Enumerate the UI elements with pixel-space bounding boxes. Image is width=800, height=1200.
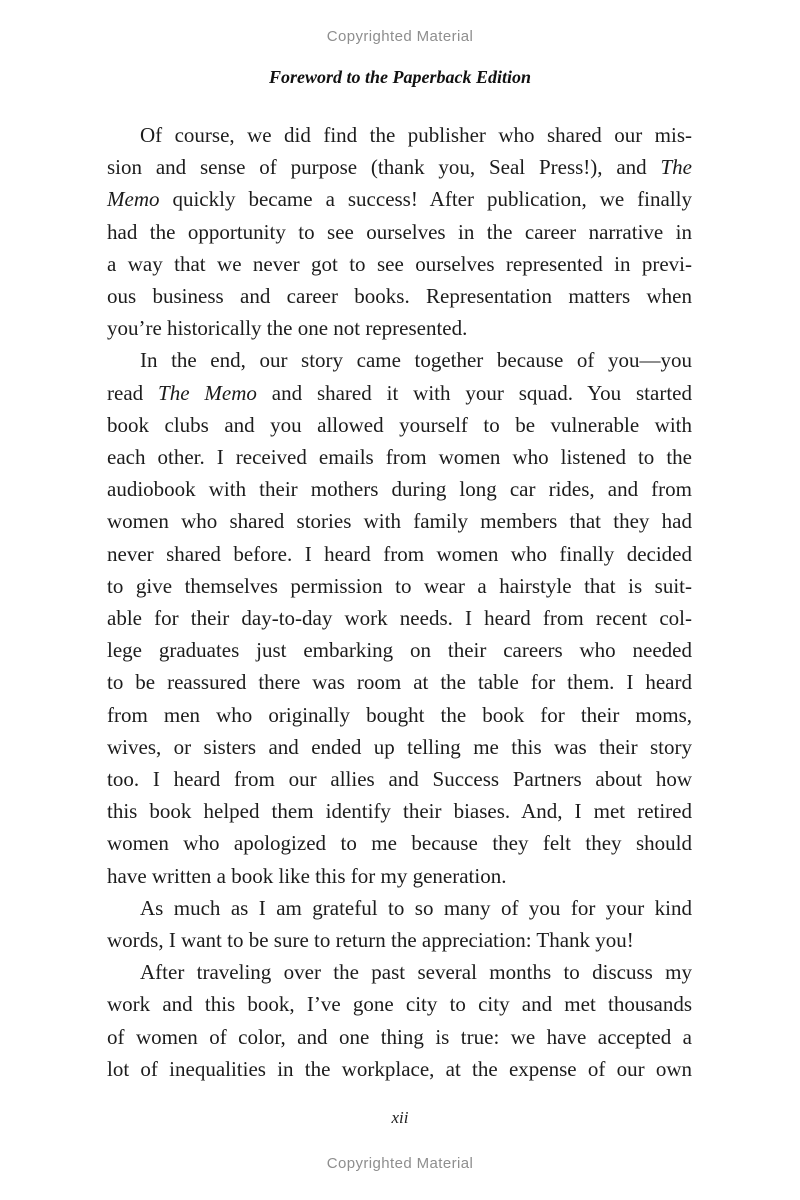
body-text-segment: never shared before. I heard from women who finally decided [107,541,692,566]
body-line [107,602,692,634]
body-line [107,763,692,795]
body-line [107,409,692,441]
body-text-segment: work and this book, I’ve gone city to city and met thousands [107,992,692,1017]
body-line [107,1021,692,1053]
body-text-segment: audiobook with their mothers during long car rides, and from [107,477,692,502]
body-line [107,151,692,183]
body-line [107,924,692,956]
book-title-italic: Memo [107,187,160,212]
body-line [107,892,692,924]
body-text-segment: to be reassured there was room at the table for them. I heard [107,670,692,695]
body-text-segment: have written a book like this for my generation. [107,863,507,888]
body-line [107,795,692,827]
body-text-segment: After traveling over the past several months to discuss my [140,960,692,985]
body-text-segment: able for their day-to-day work needs. I heard from recent col- [107,606,692,631]
body-text-segment: had the opportunity to see ourselves in the career narrative in [107,219,692,244]
body-line [107,988,692,1020]
copyright-notice-top: Copyrighted Material [326,28,474,45]
body-line [107,377,692,409]
body-line [107,538,692,570]
body-text-segment: lege graduates just embarking on their careers who needed [107,638,692,663]
body-line [107,827,692,859]
copyright-notice-bottom: Copyrighted Material [326,1155,474,1172]
body-text-segment: you’re historically the one not represented. [107,316,468,341]
body-line [107,731,692,763]
body-line [107,216,692,248]
body-line [107,183,692,215]
body-line [107,441,692,473]
body-line [107,312,692,344]
body-text-segment: wives, or sisters and ended up telling me this was their story [107,734,692,759]
body-text-segment: ous business and career books. Representation matters when [107,284,692,309]
body-line [107,860,692,892]
body-line [107,505,692,537]
body-line [107,280,692,312]
body-text-segment: from men who originally bought the book for their moms, [107,702,692,727]
page-number: xii [391,1108,409,1127]
body-text-segment: read [107,380,159,405]
body-line [107,956,692,988]
body-text-segment: women who apologized to me because they felt they should [107,831,692,856]
page-title: Foreword to the Paperback Edition [268,67,531,87]
body-text-segment: women who shared stories with family members that they had [107,509,692,534]
body-text-segment: too. I heard from our allies and Success Partners about how [107,767,692,792]
body-line [107,666,692,698]
body-text-segment: to give themselves permission to wear a hairstyle that is suit- [107,573,692,598]
body-line [107,248,692,280]
body-line [107,1053,692,1085]
body-line [107,473,692,505]
body-text-segment: Of course, we did find the publisher who shared our mis- [140,123,692,147]
body-text-segment: and shared it with your squad. You started [256,380,692,405]
body-text [107,119,692,1085]
body-text-segment: of women of color, and one thing is true: we have accepted a [107,1024,692,1049]
body-line [107,344,692,376]
body-line [107,570,692,602]
body-text-segment: this book helped them identify their biases. And, I met retired [107,799,692,824]
body-text-segment: quickly became a success! After publication, we finally [159,187,692,212]
body-text-segment: words, I want to be sure to return the appreciation: Thank you! [107,928,634,953]
body-line [107,119,692,151]
body-text-segment: In the end, our story came together because of you—you [140,348,692,373]
body-text-segment: a way that we never got to see ourselves represented in previ- [107,251,692,276]
book-title-italic: The Memo [158,380,257,405]
body-text-segment: each other. I received emails from women who listened to the [107,445,692,470]
body-text-segment: lot of inequalities in the workplace, at the expense of our own [107,1056,692,1081]
body-line [107,699,692,731]
body-text-segment: As much as I am grateful to so many of you for your kind [140,895,692,920]
body-text-segment: sion and sense of purpose (thank you, Seal Press!), and [107,155,661,180]
body-line [107,634,692,666]
body-text-segment: book clubs and you allowed yourself to be vulnerable with [107,412,692,437]
book-title-italic: The [660,155,692,180]
